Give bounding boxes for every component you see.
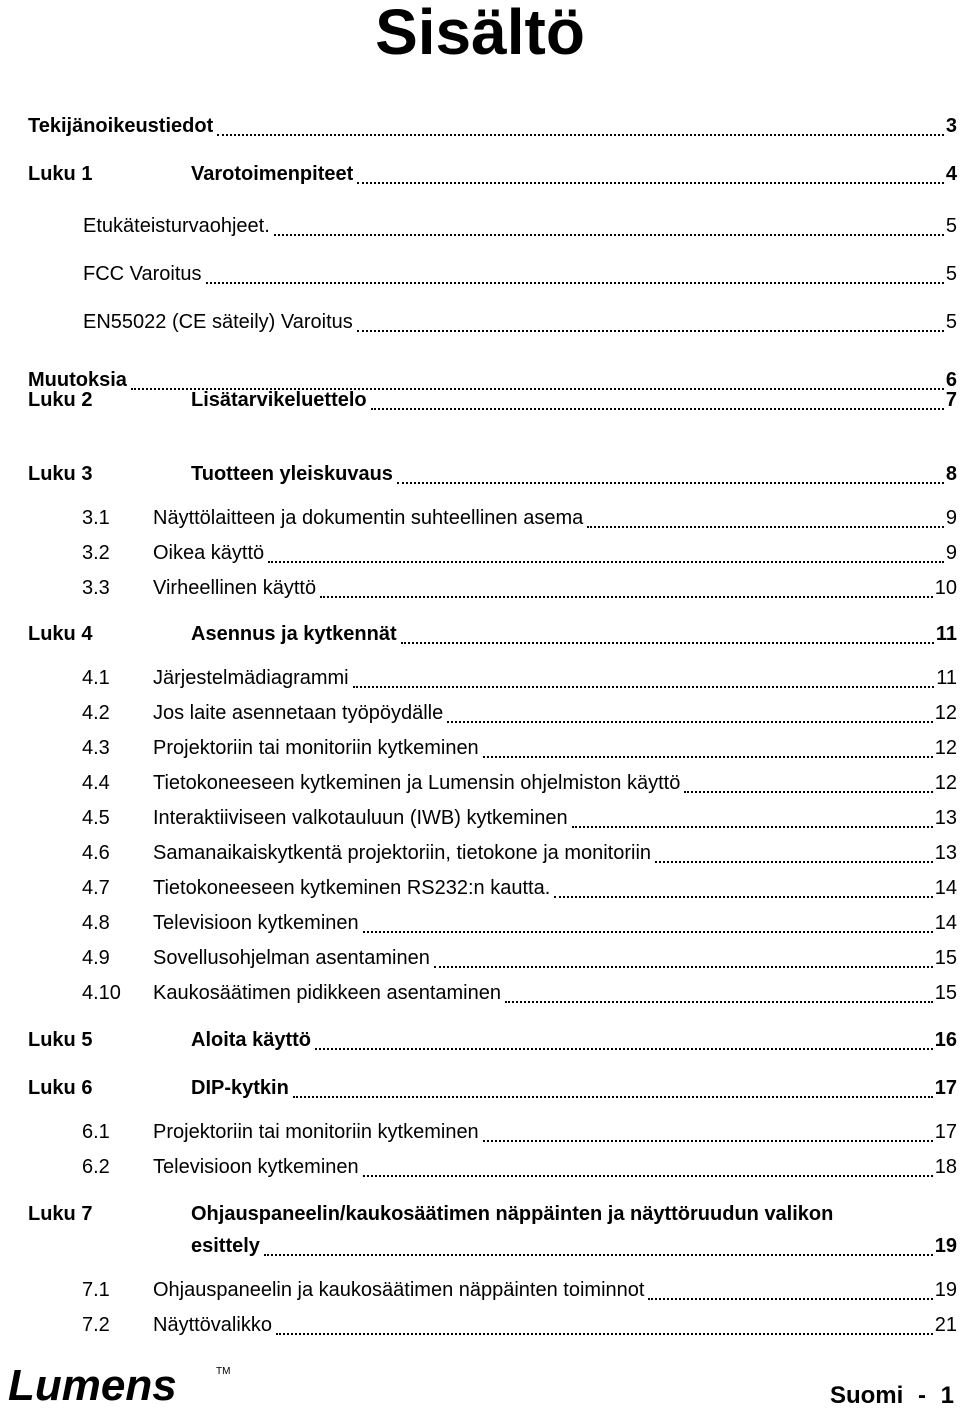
toc-chapter-label: Luku 2 — [28, 389, 93, 411]
toc-section-number: 4.6 — [82, 842, 110, 864]
toc-page-number: 11 — [935, 623, 957, 645]
toc-page-number: 14 — [934, 877, 957, 899]
toc-page-number: 13 — [934, 842, 957, 864]
toc-leader-dots — [217, 134, 944, 136]
footer-page-label — [822, 1382, 954, 1410]
toc-entry-title: Televisioon kytkeminen — [153, 912, 359, 934]
toc-entry[interactable] — [0, 618, 960, 652]
toc-entry-title: DIP-kytkin — [191, 1077, 289, 1099]
toc-page-number: 9 — [945, 542, 957, 564]
toc-entry[interactable] — [0, 1198, 960, 1232]
toc-section-number: 3.1 — [82, 507, 110, 529]
toc-leader-dots — [648, 1298, 933, 1300]
toc-entry[interactable] — [0, 1309, 960, 1343]
toc-entry-title: Asennus ja kytkennät — [191, 623, 397, 645]
toc-entry[interactable] — [0, 258, 960, 292]
toc-leader-dots — [320, 596, 933, 598]
toc-entry-title: Projektoriin tai monitoriin kytkeminen — [153, 737, 479, 759]
toc-page-number: 16 — [934, 1029, 957, 1051]
toc-entry[interactable] — [0, 697, 960, 731]
toc-entry[interactable] — [0, 942, 960, 976]
toc-page-number: 15 — [934, 982, 957, 1004]
toc-entry[interactable] — [0, 977, 960, 1011]
toc-section-number: 7.1 — [82, 1279, 110, 1301]
toc-entry[interactable] — [0, 1274, 960, 1308]
toc-section-number: 4.7 — [82, 877, 110, 899]
toc-entry[interactable] — [0, 110, 960, 144]
toc-section-number: 4.3 — [82, 737, 110, 759]
toc-entry[interactable] — [0, 767, 960, 801]
toc-entry[interactable] — [0, 210, 960, 244]
toc-page-number: 11 — [936, 667, 957, 689]
footer-page-number: 1 — [940, 1382, 954, 1409]
toc-entry-title: Televisioon kytkeminen — [153, 1156, 359, 1178]
toc-section-number: 4.1 — [82, 667, 110, 689]
toc-page-number: 10 — [934, 577, 957, 599]
toc-leader-dots — [371, 408, 944, 410]
toc-section-number: 7.2 — [82, 1314, 110, 1336]
toc-entry-title: Interaktiiviseen valkotauluun (IWB) kytkeminen — [153, 807, 568, 829]
toc-entry-title: Jos laite asennetaan työpöydälle — [153, 702, 444, 724]
toc-chapter-label: Luku 6 — [28, 1077, 93, 1099]
toc-page-number: 12 — [934, 702, 957, 724]
toc-entry-title: FCC Varoitus — [83, 263, 202, 285]
toc-section-number: 6.1 — [82, 1121, 110, 1143]
toc-page-number: 19 — [934, 1279, 957, 1301]
toc-leader-dots — [276, 1333, 933, 1335]
toc-entry[interactable] — [0, 572, 960, 606]
brand-wordmark: Lumens — [8, 1362, 177, 1406]
toc-entry-title: Etukäteisturvaohjeet. — [83, 215, 270, 237]
toc-entry[interactable] — [0, 1151, 960, 1185]
toc-entry-title: Virheellinen käyttö — [153, 577, 317, 599]
toc-leader-dots — [268, 561, 944, 563]
toc-chapter-label: Luku 7 — [28, 1203, 93, 1225]
toc-entry[interactable] — [0, 1024, 960, 1058]
toc-leader-dots — [587, 526, 944, 528]
toc-entry[interactable] — [0, 458, 960, 492]
toc-page-number: 12 — [934, 737, 957, 759]
toc-leader-dots — [483, 756, 933, 758]
toc-entry-title: Tuotteen yleiskuvaus — [191, 463, 393, 485]
toc-leader-dots — [554, 896, 933, 898]
toc-entry-title: Sovellusohjelman asentaminen — [153, 947, 430, 969]
toc-entry[interactable] — [0, 1116, 960, 1150]
toc-section-number: 4.2 — [82, 702, 110, 724]
toc-page-number: 15 — [934, 947, 957, 969]
toc-chapter-label: Tekijänoikeustiedot — [28, 115, 214, 137]
toc-page-number: 19 — [934, 1235, 957, 1257]
toc-leader-dots — [206, 282, 944, 284]
toc-entry[interactable] — [0, 384, 960, 418]
toc-section-number: 3.3 — [82, 577, 110, 599]
toc-section-number: 4.10 — [82, 982, 121, 1004]
toc-leader-dots — [483, 1140, 933, 1142]
toc-leader-dots — [434, 966, 933, 968]
toc-entry-title: Varotoimenpiteet — [191, 163, 354, 185]
toc-leader-dots — [401, 642, 934, 644]
toc-entry[interactable] — [0, 907, 960, 941]
toc-chapter-label: Luku 4 — [28, 623, 93, 645]
toc-page-number: 5 — [945, 263, 957, 285]
toc-entry[interactable] — [0, 1230, 960, 1264]
lumens-logo — [6, 1362, 236, 1406]
toc-leader-dots — [684, 791, 933, 793]
toc-page-number: 3 — [945, 115, 957, 137]
toc-leader-dots — [264, 1254, 933, 1256]
toc-section-number: 4.9 — [82, 947, 110, 969]
trademark-mark: TM — [216, 1366, 231, 1377]
toc-entry-title: Projektoriin tai monitoriin kytkeminen — [153, 1121, 479, 1143]
toc-leader-dots — [505, 1001, 933, 1003]
toc-entry-title: Ohjauspaneelin/kaukosäätimen näppäinten ja näyttöruudun valikon — [191, 1203, 834, 1225]
toc-entry[interactable] — [0, 306, 960, 340]
toc-entry-title: Näyttövalikko — [153, 1314, 272, 1336]
toc-leader-dots — [357, 182, 944, 184]
toc-chapter-label: Muutoksia — [28, 369, 127, 391]
toc-leader-dots — [447, 721, 933, 723]
toc-entry[interactable] — [0, 662, 960, 696]
toc-entry-title: Kaukosäätimen pidikkeen asentaminen — [153, 982, 501, 1004]
toc-leader-dots — [397, 482, 944, 484]
toc-entry-title: Tietokoneeseen kytkeminen RS232:n kautta. — [153, 877, 551, 899]
toc-page-number: 8 — [945, 463, 957, 485]
footer-dash: - — [917, 1382, 926, 1409]
toc-leader-dots — [353, 686, 934, 688]
toc-leader-dots — [274, 234, 944, 236]
toc-chapter-label: Luku 1 — [28, 163, 93, 185]
toc-entry-title: Järjestelmädiagrammi — [153, 667, 349, 689]
toc-page-number: 5 — [945, 311, 957, 333]
toc-chapter-label: Luku 5 — [28, 1029, 93, 1051]
toc-page-number: 4 — [945, 163, 957, 185]
toc-entry[interactable] — [0, 872, 960, 906]
toc-leader-dots — [572, 826, 933, 828]
page-title: Sisältö — [375, 0, 585, 68]
toc-leader-dots — [293, 1096, 933, 1098]
toc-entry-title: Samanaikaiskytkentä projektoriin, tietokone ja monitoriin — [153, 842, 652, 864]
toc-section-number: 4.5 — [82, 807, 110, 829]
toc-entry[interactable] — [0, 502, 960, 536]
toc-page-number: 17 — [934, 1121, 957, 1143]
footer-language: Suomi — [829, 1382, 904, 1409]
toc-section-number: 4.4 — [82, 772, 110, 794]
toc-page-number: 14 — [934, 912, 957, 934]
toc-entry-title: Ohjauspaneelin ja kaukosäätimen näppäinten toiminnot — [153, 1279, 645, 1301]
toc-entry-title: Lisätarvikeluettelo — [191, 389, 367, 411]
toc-entry[interactable] — [0, 537, 960, 571]
toc-page-number: 9 — [945, 507, 957, 529]
toc-page-number: 17 — [934, 1077, 957, 1099]
toc-page-number: 13 — [934, 807, 957, 829]
toc-section-number: 3.2 — [82, 542, 110, 564]
toc-page-number: 6 — [945, 369, 957, 391]
toc-leader-dots — [357, 330, 944, 332]
toc-leader-dots — [363, 1175, 933, 1177]
toc-section-number: 6.2 — [82, 1156, 110, 1178]
toc-entry-title: esittely — [191, 1235, 260, 1257]
toc-entry-title: Tietokoneeseen kytkeminen ja Lumensin ohjelmiston käyttö — [153, 772, 681, 794]
toc-page-number: 21 — [934, 1314, 957, 1336]
toc-entry[interactable] — [0, 1072, 960, 1106]
toc-page-number: 5 — [945, 215, 957, 237]
toc-leader-dots — [655, 861, 933, 863]
toc-section-number: 4.8 — [82, 912, 110, 934]
toc-entry-title: Näyttölaitteen ja dokumentin suhteellinen asema — [153, 507, 584, 529]
toc-page-number: 7 — [945, 389, 957, 411]
toc-entry-title: EN55022 (CE säteily) Varoitus — [83, 311, 353, 333]
toc-entry-title: Oikea käyttö — [153, 542, 265, 564]
toc-leader-dots — [315, 1048, 933, 1050]
toc-entry[interactable] — [0, 802, 960, 836]
toc-entry[interactable] — [0, 732, 960, 766]
toc-entry-title: Aloita käyttö — [191, 1029, 312, 1051]
toc-leader-dots — [363, 931, 933, 933]
toc-page-number: 18 — [934, 1156, 957, 1178]
toc-chapter-label: Luku 3 — [28, 463, 93, 485]
toc-entry[interactable] — [0, 837, 960, 871]
toc-entry[interactable] — [0, 158, 960, 192]
toc-page-number: 12 — [934, 772, 957, 794]
